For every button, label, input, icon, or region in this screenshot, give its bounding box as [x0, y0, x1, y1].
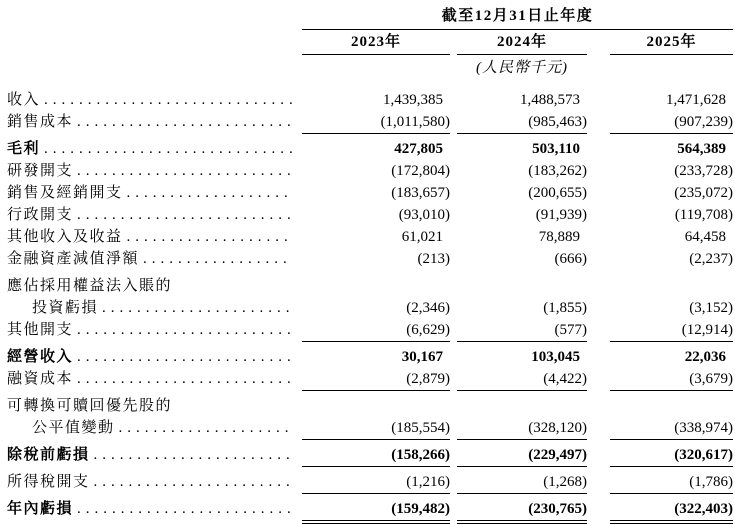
dot-leader: [77, 205, 292, 226]
row-label: 金融資產減值淨額: [7, 251, 140, 267]
value-cell: (159,482): [302, 499, 450, 521]
value-cell: (577): [457, 320, 587, 342]
year-header-2024: 2024年: [457, 34, 587, 55]
value-cell: (183,657): [391, 185, 450, 201]
value-cell: (233,728): [674, 163, 733, 179]
value-cell: (200,655): [528, 185, 587, 201]
dot-leader: [77, 320, 292, 341]
value-cell: (91,939): [535, 207, 587, 223]
value-cell: (235,072): [674, 185, 733, 201]
dot-leader: [77, 499, 292, 520]
value-cell: 22,036: [684, 349, 726, 365]
table-row: [2, 418, 735, 440]
value-cell: 103,045: [531, 349, 580, 365]
value-cell: (328,120): [457, 418, 587, 440]
value-cell: (172,804): [391, 163, 450, 179]
table-row: [2, 445, 735, 467]
table-row: [2, 499, 735, 521]
table-row: [2, 396, 735, 418]
value-cell: (320,617): [610, 445, 733, 467]
dot-leader: [77, 161, 292, 182]
value-cell: (2,237): [689, 251, 733, 267]
dot-leader: [127, 183, 292, 204]
row-label: 投資虧損: [32, 300, 99, 316]
value-cell: (229,497): [457, 445, 587, 467]
value-cell: (119,708): [674, 207, 733, 223]
value-cell: (93,010): [398, 207, 450, 223]
period-header: 截至12月31日止年度: [441, 8, 594, 24]
table-row: [2, 472, 735, 494]
table-row: [2, 183, 735, 205]
value-cell: (1,855): [543, 300, 587, 316]
value-cell: 1,488,573: [520, 92, 580, 108]
table-row: [2, 227, 735, 249]
table-body: [2, 90, 735, 521]
row-label: 除稅前虧損: [7, 447, 90, 463]
table-row: [2, 320, 735, 342]
dot-leader: [127, 227, 292, 248]
row-label: 銷售及經銷開支: [7, 185, 123, 201]
dot-leader: [143, 249, 292, 270]
table-row: [2, 298, 735, 320]
value-cell: (1,268): [457, 472, 587, 494]
value-cell: 30,167: [401, 349, 443, 365]
value-cell: (213): [417, 251, 450, 267]
value-cell: (907,239): [610, 112, 733, 134]
dot-leader: [94, 445, 292, 466]
value-cell: (158,266): [302, 445, 450, 467]
table-row: [2, 139, 735, 161]
table-row: [2, 161, 735, 183]
value-cell: (3,679): [610, 369, 733, 391]
value-cell: 1,439,385: [383, 92, 443, 108]
year-header-2025: 2025年: [610, 34, 733, 55]
value-cell: (2,879): [302, 369, 450, 391]
dot-leader: [77, 369, 292, 390]
dot-leader: [77, 347, 292, 368]
row-label: 融資成本: [7, 371, 74, 387]
table-row: [2, 205, 735, 227]
table-row: [2, 112, 735, 134]
dot-leader: [102, 298, 292, 319]
value-cell: (322,403): [610, 499, 733, 521]
table-row: [2, 90, 735, 112]
row-label: 年內虧損: [7, 501, 74, 517]
row-label: 公平值變動: [32, 420, 115, 436]
value-cell: (3,152): [689, 300, 733, 316]
value-cell: (338,974): [610, 418, 733, 440]
row-label: 研發開支: [7, 163, 74, 179]
value-cell: (1,216): [302, 472, 450, 494]
value-cell: 1,471,628: [666, 92, 726, 108]
row-label: 所得稅開支: [7, 474, 90, 490]
value-cell: (1,011,580): [302, 112, 450, 134]
table-header: [2, 6, 735, 77]
dot-leader: [119, 418, 292, 439]
value-cell: 564,389: [677, 141, 726, 157]
year-header-2023: 2023年: [302, 34, 450, 55]
value-cell: (4,422): [457, 369, 587, 391]
dot-leader: [44, 90, 292, 111]
value-cell: (230,765): [457, 499, 587, 521]
row-label: 其他開支: [7, 322, 74, 338]
value-cell: (666): [554, 251, 587, 267]
value-cell: 427,805: [394, 141, 443, 157]
dot-leader: [44, 139, 292, 160]
value-cell: (985,463): [457, 112, 587, 134]
value-cell: (2,346): [406, 300, 450, 316]
value-cell: 78,889: [538, 229, 580, 245]
table-row: [2, 347, 735, 369]
row-label: 其他收入及收益: [7, 229, 123, 245]
unit-note: (人民幣千元): [476, 60, 568, 76]
period-header-rule: [302, 29, 733, 30]
year-columns: [2, 34, 735, 55]
value-cell: (12,914): [610, 320, 733, 342]
row-label: 銷售成本: [7, 114, 74, 130]
table-row: [2, 369, 735, 391]
row-label: 應佔採用權益法入賬的: [7, 278, 173, 294]
row-label: 收入: [7, 92, 41, 108]
row-label: 經營收入: [7, 349, 74, 365]
value-cell: (6,629): [302, 320, 450, 342]
value-cell: 61,021: [401, 229, 443, 245]
table-row: [2, 276, 735, 298]
value-cell: 64,458: [684, 229, 726, 245]
dot-leader: [94, 472, 292, 493]
row-label: 行政開支: [7, 207, 74, 223]
row-label: 可轉換可贖回優先股的: [7, 398, 173, 414]
dot-leader: [77, 112, 292, 133]
value-cell: (183,262): [528, 163, 587, 179]
value-cell: 503,110: [532, 141, 580, 157]
value-cell: (1,786): [610, 472, 733, 494]
table-row: [2, 249, 735, 271]
value-cell: (185,554): [302, 418, 450, 440]
row-label: 毛利: [7, 141, 41, 157]
